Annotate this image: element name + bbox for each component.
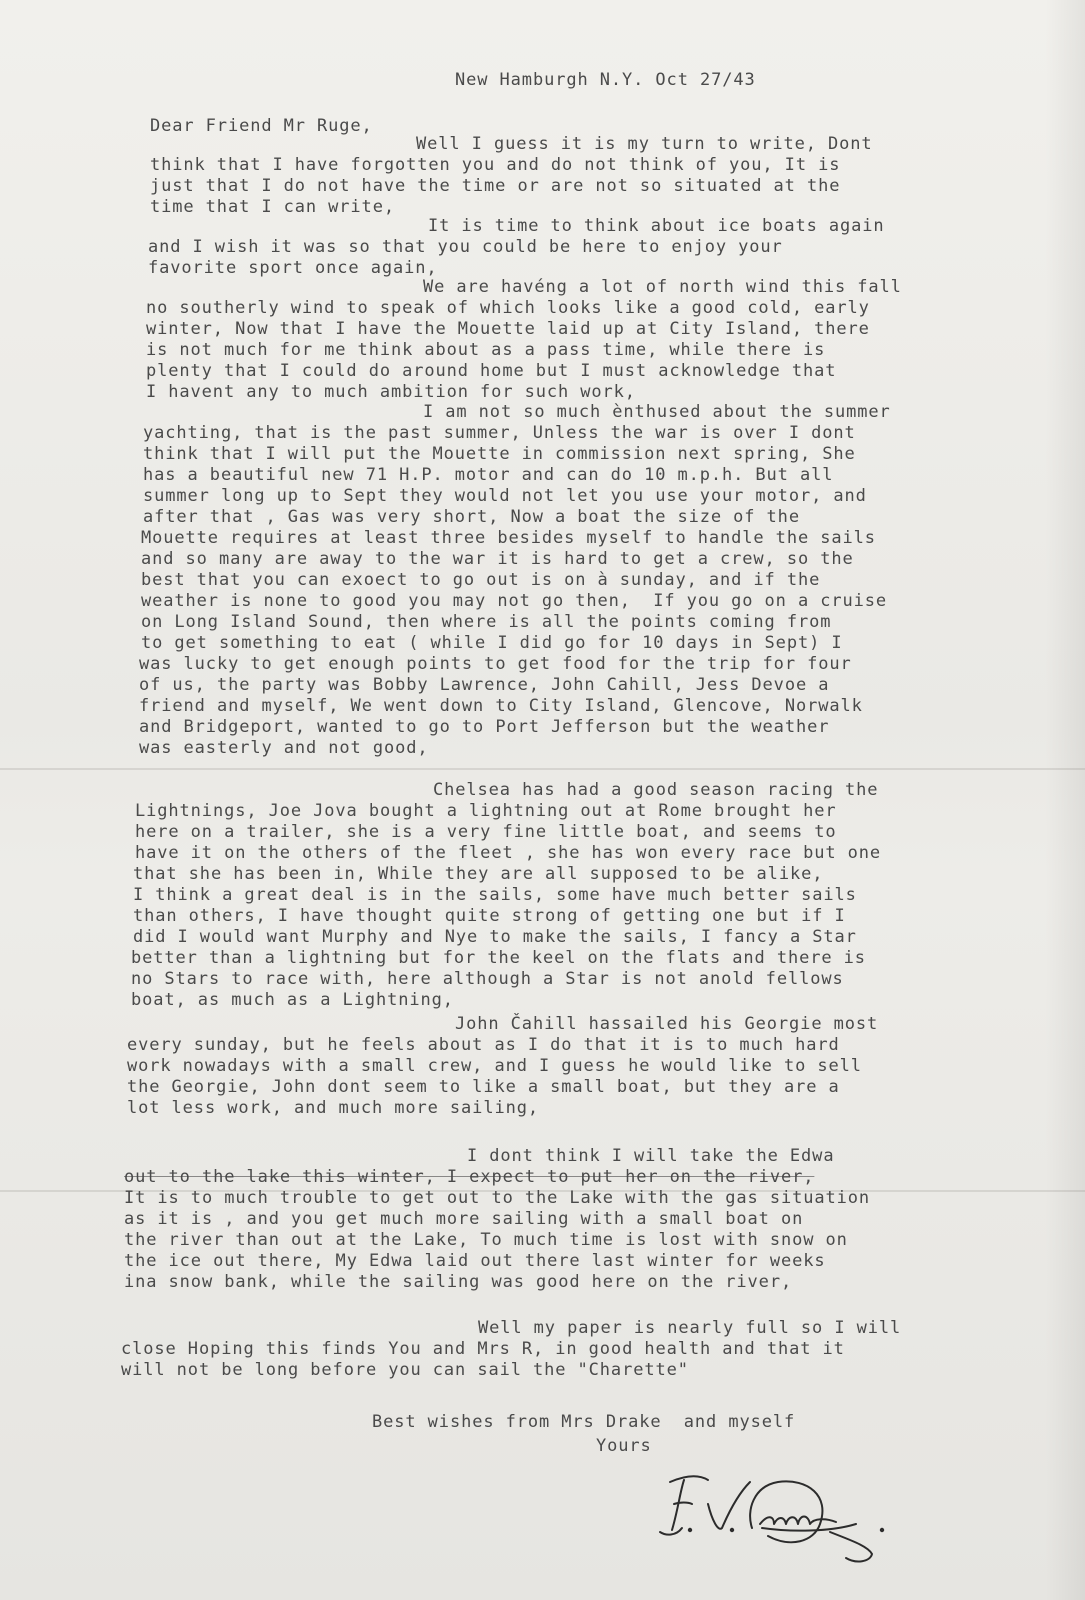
letter-line: here on a trailer, she is a very fine little boat, and seems to [135, 822, 837, 842]
letter-line: weather is none to good you may not go then, If you go on a cruise [141, 591, 888, 611]
salutation: Dear Friend Mr Ruge, [150, 116, 373, 136]
letter-line: lot less work, and much more sailing, [127, 1098, 539, 1118]
letter-line: close Hoping this finds You and Mrs R, in good health and that it [121, 1339, 845, 1359]
letter-line: was lucky to get enough points to get food for the trip for four [139, 654, 852, 674]
letter-line: think that I have forgotten you and do not think of you, It is [150, 155, 841, 175]
letter-line: I am not so much ènthused about the summer [423, 402, 891, 422]
letter-line: the river than out at the Lake, To much time is lost with snow on [124, 1230, 848, 1250]
letter-line: on Long Island Sound, then where is all the points coming from [141, 612, 832, 632]
letter-line: as it is , and you get much more sailing with a small boat on [124, 1209, 804, 1229]
letter-line: the Georgie, John dont seem to like a small boat, but they are a [127, 1077, 840, 1097]
letter-line: every sunday, but he feels about as I do that it is to much hard [127, 1035, 840, 1055]
letter-line: Mouette requires at least three besides myself to handle the sails [141, 528, 876, 548]
letter-line: just that I do not have the time or are not so situated at the [150, 176, 841, 196]
letter-line: plenty that I could do around home but I must acknowledge that [146, 361, 837, 381]
letter-line: no Stars to race with, here although a Star is not anold fellows [131, 969, 844, 989]
letter-line: Well I guess it is my turn to write, Dont [416, 134, 873, 154]
letter-line: It is to much trouble to get out to the Lake with the gas situation [124, 1188, 871, 1208]
letter-line: better than a lightning but for the keel on the flats and there is [131, 948, 866, 968]
letter-line: It is time to think about ice boats again [428, 216, 885, 236]
letter-line: ina snow bank, while the sailing was good here on the river, [124, 1272, 793, 1292]
letter-line: to get something to eat ( while I did go for 10 days in Sept) I [141, 633, 843, 653]
valediction: Yours [596, 1436, 652, 1456]
letter-line: no southerly wind to speak of which looks like a good cold, early [146, 298, 870, 318]
letter-line: Lightnings, Joe Jova bought a lightning out at Rome brought her [135, 801, 837, 821]
letter-line: yachting, that is the past summer, Unless the war is over I dont [143, 423, 856, 443]
letter-line: think that I will put the Mouette in commission next spring, She [143, 444, 856, 464]
letter-line: Well my paper is nearly full so I will [478, 1318, 902, 1338]
letter-line: and I wish it was so that you could be here to enjoy your [148, 237, 783, 257]
letter-line: of us, the party was Bobby Lawrence, John Cahill, Jess Devoe a [139, 675, 830, 695]
letter-line: did I would want Murphy and Nye to make the sails, I fancy a Star [133, 927, 857, 947]
letter-line: will not be long before you can sail the "Charette" [121, 1360, 689, 1380]
letter-line: have it on the others of the fleet , she has won every race but one [135, 843, 882, 863]
letter-line: after that , Gas was very short, Now a boat the size of the [143, 507, 800, 527]
letter-line: favorite sport once again, [148, 258, 438, 278]
letter-line: the ice out there, My Edwa laid out there last winter for weeks [124, 1251, 826, 1271]
letter-line: has a beautiful new 71 H.P. motor and can do 10 m.p.h. But all [143, 465, 834, 485]
letter-line: than others, I have thought quite strong of getting one but if I [133, 906, 846, 926]
letter-line: work nowadays with a small crew, and I guess he would like to sell [127, 1056, 862, 1076]
letter-line: Chelsea has had a good season racing the [433, 780, 879, 800]
letter-line: and so many are away to the war it is hard to get a crew, so the [141, 549, 854, 569]
dateline: New Hamburgh N.Y. Oct 27/43 [455, 70, 756, 90]
letter-line: boat, as much as a Lightning, [131, 990, 454, 1010]
letter-line: I havent any to much ambition for such work, [146, 382, 636, 402]
closing-line: Best wishes from Mrs Drake and myself [372, 1412, 796, 1432]
handwritten-signature [650, 1470, 910, 1570]
letter-line: winter, Now that I have the Mouette laid up at City Island, there [146, 319, 870, 339]
letter-line: is not much for me think about as a pass time, while there is [146, 340, 826, 360]
letter-line: I dont think I will take the Edwa [467, 1146, 835, 1166]
letter-line: was easterly and not good, [139, 738, 429, 758]
letter-line: best that you can exoect to go out is on à sunday, and if the [141, 570, 821, 590]
letter-line: friend and myself, We went down to City Island, Glencove, Norwalk [139, 696, 863, 716]
letter-line: and Bridgeport, wanted to go to Port Jefferson but the weather [139, 717, 830, 737]
letter-line: that she has been in, While they are all supposed to be alike, [133, 864, 824, 884]
letter-line: time that I can write, [150, 197, 395, 217]
letter-line: summer long up to Sept they would not let you use your motor, and [143, 486, 867, 506]
letter-line: We are havéng a lot of north wind this fall [423, 277, 902, 297]
letter-line: I think a great deal is in the sails, some have much better sails [133, 885, 857, 905]
letter-line: John Čahill hassailed his Georgie most [455, 1014, 879, 1034]
letter-line-struck: out to the lake this winter, I expect to put her on the river, [124, 1167, 815, 1187]
